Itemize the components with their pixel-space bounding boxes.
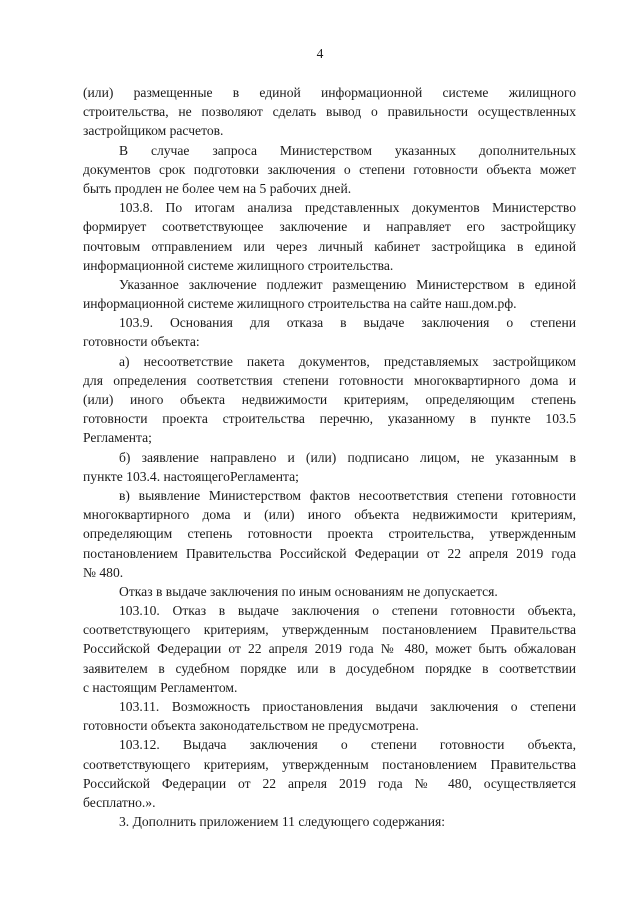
page-number: 4 — [316, 46, 324, 61]
text-line: готовности объекта: — [83, 334, 200, 350]
text-line: а) несоответствие пакета документов, представляемых застройщиком — [119, 353, 576, 369]
text-line: б) заявление направлено и (или) подписано лицом, не указанным в — [119, 449, 576, 465]
text-line: информационной системе жилищного строительства. — [83, 257, 394, 273]
text-line: быть продлен не более чем на 5 рабочих дней. — [83, 180, 352, 196]
text-line: почтовым отправлением или через личный кабинет застройщика в единой — [83, 238, 576, 254]
text-line: с настоящим Регламентом. — [83, 679, 238, 695]
text-line: соответствующего критериям, утвержденным постановлением Правительства — [83, 622, 576, 638]
text-line: Указанное заключение подлежит размещению Министерством в единой — [119, 276, 576, 292]
text-line: (или) размещенные в единой информационной системе жилищного — [83, 85, 576, 100]
text-line: многоквартирного дома и (или) иного объекта недвижимости критериям, — [83, 507, 576, 523]
text-line: пункте 103.4. настоящегоРегламента; — [83, 468, 299, 484]
text-line: информационной системе жилищного строительства на сайте наш.дом.рф. — [83, 296, 517, 312]
text-line: постановлением Правительства Российской Федерации от 22 апреля 2019 года — [83, 545, 576, 561]
text-line: строительства, не позволяют сделать вывод о правильности осуществленных — [83, 104, 576, 120]
text-line: 103.10. Отказ в выдаче заключения о степени готовности объекта, — [119, 603, 576, 619]
text-line: определяющим степень готовности проекта строительства, утвержденным — [83, 526, 576, 542]
text-line: для определения соответствия степени готовности многоквартирного дома и — [83, 372, 576, 388]
text-line: готовности проекта строительства перечню, указанному в пункте 103.5 — [83, 411, 576, 427]
text-line: 103.12. Выдача заключения о степени готовности объекта, — [119, 737, 576, 753]
document-body — [83, 83, 576, 831]
text-line: Российской Федерации от 22 апреля 2019 года № 480, может быть обжалован — [83, 641, 576, 657]
text-line: готовности объекта законодательством не предусмотрена. — [83, 718, 419, 734]
text-line: документов срок подготовки заключения о степени готовности объекта может — [83, 161, 576, 177]
text-line: 103.8. По итогам анализа представленных документов Министерство — [119, 200, 576, 216]
text-line: Отказ в выдаче заключения по иным основаниям не допускается. — [119, 583, 498, 599]
text-line: застройщиком расчетов. — [83, 123, 224, 139]
text-line: в) выявление Министерством фактов несоответствия степени готовности — [119, 487, 576, 503]
text-line: заявителем в судебном порядке или в досудебном порядке в соответствии — [83, 660, 576, 676]
text-line: Регламента; — [83, 430, 152, 446]
text-line: (или) иного объекта недвижимости критериям, определяющим степень — [83, 392, 576, 407]
text-line: бесплатно.». — [83, 794, 156, 810]
text-line: 103.9. Основания для отказа в выдаче заключения о степени — [119, 315, 576, 331]
text-line: Российской Федерации от 22 апреля 2019 года № 480, осуществляется — [83, 775, 576, 791]
text-line: 103.11. Возможность приостановления выдачи заключения о степени — [119, 699, 576, 714]
text-line: соответствующего критериям, утвержденным постановлением Правительства — [83, 756, 576, 772]
text-line: 3. Дополнить приложением 11 следующего содержания: — [119, 814, 445, 830]
text-line: № 480. — [83, 564, 124, 580]
text-line: В случае запроса Министерством указанных дополнительных — [119, 142, 576, 158]
text-line: формирует соответствующее заключение и направляет его застройщику — [83, 219, 576, 235]
